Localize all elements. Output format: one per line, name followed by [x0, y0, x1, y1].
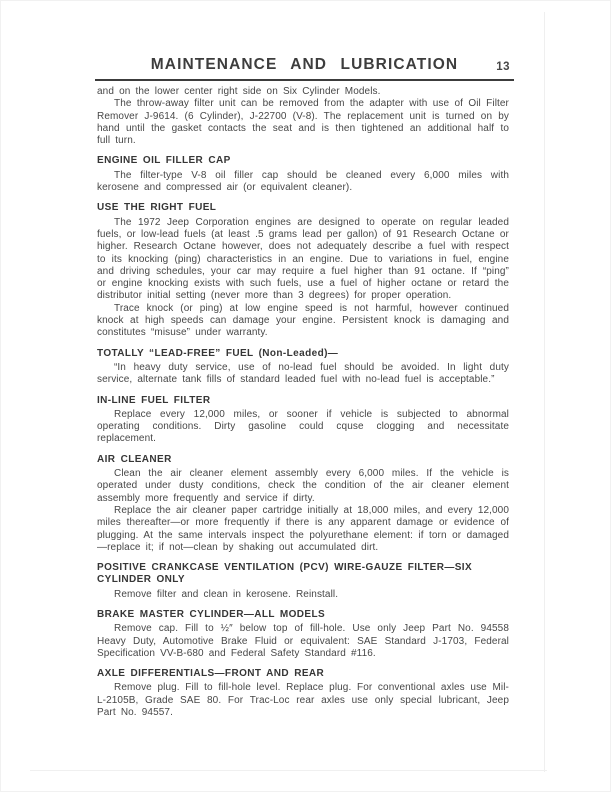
paragraph: Remove plug. Fill to fill-hole level. Replace plug. For conventional axles use Mil-L-2105B, Grade SAE 80. For Trac-Loc rear axles use only special lubricant, Jeep Part No. 94557.: [97, 682, 509, 719]
paragraph: The filter-type V-8 oil filler cap should be cleaned every 6,000 miles with kerosene and compressed air (or equivalent cleaner).: [97, 169, 509, 194]
section-heading-engine-oil-filler-cap: ENGINE OIL FILLER CAP: [97, 155, 231, 167]
paragraph: Replace the air cleaner paper cartridge initially at 18,000 miles, and every 12,000 miles thereafter—or more frequently if there is any apparent damage or evidence of plugging. At the same intervals inspect the polyurethane element: if torn or damaged—replace it; if not—clean by shaking out accumulated dirt.: [97, 504, 509, 553]
paragraph: Clean the air cleaner element assembly every 6,000 miles. If the vehicle is operated under dusty conditions, check the condition of the air cleaner element assembly more frequently and service if dirty.: [97, 468, 509, 504]
paragraph: Trace knock (or ping) at low engine speed is not harmful, however continued knock at high speeds can damage your engine. Persistent knock is damaging and constitutes “misuse” under warranty.: [97, 302, 509, 339]
page-number: 13: [496, 61, 510, 73]
page-header: [95, 0, 514, 81]
section-heading-use-the-right-fuel: USE THE RIGHT FUEL: [97, 202, 217, 214]
header-rule: [95, 79, 514, 82]
page-content: [97, 86, 509, 719]
paragraph: The throw-away filter unit can be removed from the adapter with use of Oil Filter Remover J-9614. (6 Cylinder), J-22700 (V-8). The replacement unit is turned on by hand until the gasket contacts the seat and is then tightened an additional half to full turn.: [97, 98, 509, 147]
section-heading-air-cleaner: AIR CLEANER: [97, 453, 172, 465]
page-title: MAINTENANCE AND LUBRICATION: [150, 56, 459, 73]
paragraph: The 1972 Jeep Corporation engines are designed to operate on regular leaded fuels, or low-lead fuels (at least .5 grams lead per gallon) of 91 Research Octane or higher. Research Octane however, does not adequately describe a fuel with respect to its knocking (ping) characteristics in an engine. Due to variations in fuel, engine and driving schedules, your car may require a fuel higher than 91 octane. If “ping” or engine knocking exists with such fuels, use a fuel of higher octane or retard the distributor initial setting (never more than 3 degrees) for proper operation.: [97, 216, 509, 302]
paragraph: Remove cap. Fill to ½″ below top of fill-hole. Use only Jeep Part No. 94558 Heavy Duty, Automotive Brake Fluid or equivalent: SAE Standard J-1703, Federal Specification VV-B-680 and Federal Safety Standard #116.: [97, 623, 509, 659]
paragraph: Replace every 12,000 miles, or sooner if vehicle is subjected to abnormal operating conditions. Dirty gasoline could cquse clogging and necessitate replacement.: [97, 408, 509, 445]
section-heading-brake-master-cylinder: BRAKE MASTER CYLINDER—ALL MODELS: [97, 608, 326, 620]
paragraph: “In heavy duty service, use of no-lead fuel should be avoided. In light duty service, alternate tank fills of standard leaded fuel with no-lead fuel is acceptable.”: [97, 361, 509, 386]
paragraph: Remove filter and clean in kerosene. Reinstall.: [114, 588, 339, 600]
section-heading-totally-lead-free-fuel: TOTALLY “LEAD-FREE” FUEL (Non-Leaded)—: [97, 347, 339, 359]
section-heading-in-line-fuel-filter: IN-LINE FUEL FILTER: [97, 394, 211, 406]
scan-edge-bottom: [30, 770, 547, 771]
section-heading-axle-differentials: AXLE DIFFERENTIALS—FRONT AND REAR: [97, 668, 325, 680]
section-heading-pcv-wire-gauze-filter: POSITIVE CRANKCASE VENTILATION (PCV) WIRE-GAUZE FILTER—SIX CYLINDER ONLY: [97, 562, 473, 586]
paragraph: and on the lower center right side on Six Cylinder Models.: [97, 86, 381, 97]
scan-edge-right: [544, 12, 545, 772]
